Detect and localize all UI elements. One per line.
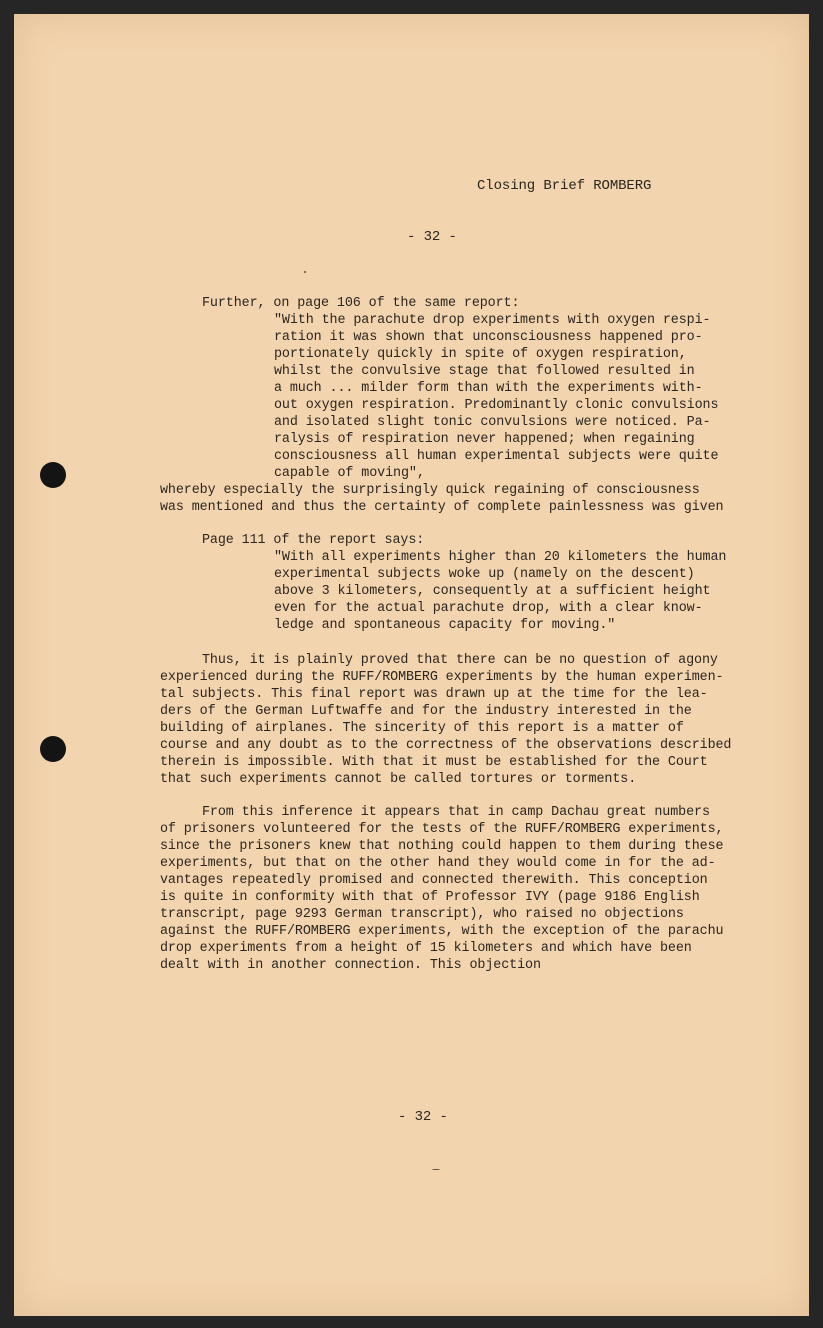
body-line: is quite in conformity with that of Professor IVY (page 9186 English [160,890,700,905]
quote-line: experimental subjects woke up (namely on the descent) [274,567,695,582]
page-number-top: - 32 - [407,229,457,245]
quote-line: above 3 kilometers, consequently at a sufficient height [274,584,711,599]
body-line: building of airplanes. The sincerity of this report is a matter of [160,721,684,736]
quote-line: and isolated slight tonic convulsions were noticed. Pa- [274,415,711,430]
body-line: since the prisoners knew that nothing could happen to them during these [160,839,724,854]
quote-line: a much ... milder form than with the experiments with- [274,381,703,396]
body-line: whereby especially the surprisingly quick regaining of consciousness [160,483,700,498]
body-line: drop experiments from a height of 15 kilometers and which have been [160,941,692,956]
body-line: that such experiments cannot be called tortures or torments. [160,772,637,787]
quote-line: "With all experiments higher than 20 kilometers the human [274,550,727,565]
paragraph-intro: Page 111 of the report says: [202,533,425,548]
body-line: was mentioned and thus the certainty of complete painlessness was given [160,500,724,515]
body-line: transcript, page 9293 German transcript), who raised no objections [160,907,684,922]
quote-line: consciousness all human experimental subjects were quite [274,449,719,464]
quote-line: ledge and spontaneous capacity for moving." [274,618,616,633]
ink-speck [432,1169,440,1170]
ink-speck [304,271,306,273]
body-line: against the RUFF/ROMBERG experiments, with the exception of the parachu [160,924,724,939]
page-number-bottom: - 32 - [398,1109,448,1125]
punch-hole-bottom [40,736,66,762]
quote-line: whilst the convulsive stage that followed resulted in [274,364,695,379]
quote-line: portionately quickly in spite of oxygen respiration, [274,347,687,362]
body-line: therein is impossible. With that it must be established for the Court [160,755,708,770]
quote-line: ration it was shown that unconsciousness happened pro- [274,330,703,345]
quote-line: "With the parachute drop experiments with oxygen respi- [274,313,711,328]
body-line: course and any doubt as to the correctness of the observations described [160,738,732,753]
body-line: Thus, it is plainly proved that there can be no question of agony [202,653,718,668]
body-line: vantages repeatedly promised and connected therewith. This conception [160,873,708,888]
document-title: Closing Brief ROMBERG [477,178,652,194]
body-line: From this inference it appears that in camp Dachau great numbers [202,805,710,820]
punch-hole-top [40,462,66,488]
body-line: experienced during the RUFF/ROMBERG experiments by the human experimen- [160,670,724,685]
body-line: experiments, but that on the other hand they would come in for the ad- [160,856,716,871]
quote-line: even for the actual parachute drop, with a clear know- [274,601,703,616]
quote-line: ralysis of respiration never happened; when regaining [274,432,695,447]
body-line: ders of the German Luftwaffe and for the industry interested in the [160,704,692,719]
body-line: dealt with in another connection. This objection [160,958,541,973]
quote-line: out oxygen respiration. Predominantly clonic convulsions [274,398,719,413]
quote-line: capable of moving", [274,466,425,481]
body-line: of prisoners volunteered for the tests of the RUFF/ROMBERG experiments, [160,822,724,837]
body-line: tal subjects. This final report was drawn up at the time for the lea- [160,687,708,702]
paragraph-intro: Further, on page 106 of the same report: [202,296,520,311]
